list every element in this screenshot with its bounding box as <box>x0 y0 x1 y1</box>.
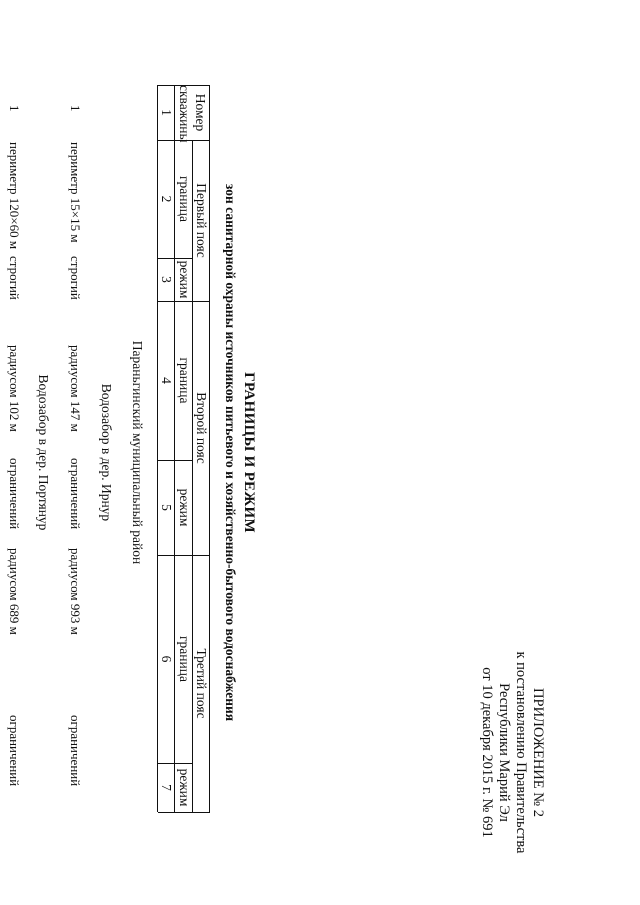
col-number: 1 <box>159 109 174 116</box>
row-zone3-boundary: радиусом 689 м <box>7 548 22 635</box>
row-zone1-regime: строгий <box>7 256 22 300</box>
col-number: 5 <box>159 504 174 511</box>
row-zone2-regime: ограничений <box>7 458 22 530</box>
row-well-number: 1 <box>68 105 83 112</box>
zone1-regime-header: режим <box>177 260 192 299</box>
zone2-boundary-header: граница <box>177 357 192 404</box>
appendix-block <box>478 630 546 875</box>
row-zone2-boundary: радиусом 147 м <box>68 345 83 432</box>
row-zone3-regime: ограничений <box>68 715 83 787</box>
zone2-header: Второй пояс <box>194 392 209 464</box>
section-title: Водозабор в дер. Портянур <box>36 374 51 531</box>
appendix-line: от 10 декабря 2015 г. № 691 <box>479 667 495 838</box>
col-number: 7 <box>159 784 174 791</box>
col-number: 3 <box>159 276 174 283</box>
zone3-regime-header: режим <box>177 768 192 807</box>
document-subtitle: зон санитарной охраны источников питьевого и хозяйственно-бытового водоснабжения <box>223 183 238 722</box>
zone2-regime-header: режим <box>177 488 192 527</box>
zone3-header: Третий пояс <box>194 648 209 719</box>
zone1-header: Первый пояс <box>194 183 209 258</box>
col-number: 6 <box>159 655 174 663</box>
col-well-header-1: Номер <box>193 93 208 132</box>
row-zone2-regime: ограничений <box>68 458 83 530</box>
row-well-number: 1 <box>7 105 22 112</box>
appendix-line: Республики Марий Эл <box>496 683 512 822</box>
document-title: ГРАНИЦЫ И РЕЖИМ <box>241 372 257 533</box>
row-zone1-regime: строгий <box>68 256 83 300</box>
appendix-line: ПРИЛОЖЕНИЕ № 2 <box>530 688 546 817</box>
district-title: Параньгинский муниципальный район <box>130 340 145 565</box>
col-number: 2 <box>159 195 174 203</box>
row-zone3-boundary: радиусом 993 м <box>68 548 83 635</box>
row-zone3-regime: ограничений <box>7 715 22 787</box>
col-well-header-2: скважины <box>177 85 192 143</box>
row-zone2-boundary: радиусом 102 м <box>7 345 22 432</box>
row-zone1-boundary: периметр 15×15 м <box>68 142 83 243</box>
row-zone1-boundary: периметр 120×60 м <box>7 142 22 250</box>
col-number: 4 <box>159 377 174 384</box>
appendix-line: к постановлению Правительства <box>513 651 529 854</box>
zone3-boundary-header: граница <box>177 636 192 682</box>
section-title: Водозабор в дер. Ирнур <box>99 383 114 522</box>
zone1-boundary-header: граница <box>177 176 192 222</box>
